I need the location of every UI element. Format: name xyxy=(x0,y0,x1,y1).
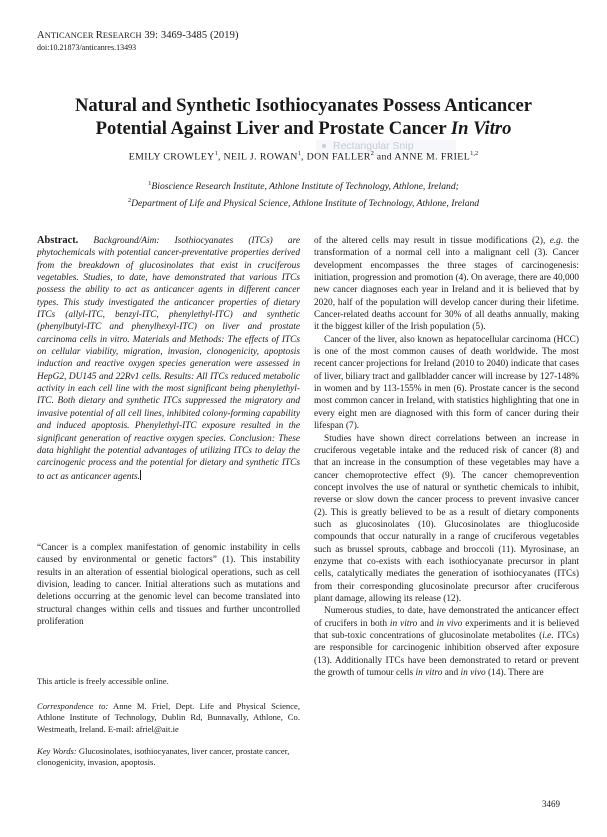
p4-part-a: Numerous studies, to date, have demonstrated the anticancer effect of crucifers in both xyxy=(314,606,579,629)
correspondence-note xyxy=(37,701,300,735)
p4-part-c: experiments and it is believed that sub-toxic concentrations of glucosinolate metabolites ( xyxy=(314,618,579,641)
author-list xyxy=(40,150,567,162)
author-1-affil: 1 xyxy=(214,150,218,157)
affiliation-1 xyxy=(40,177,567,194)
key-words-label: Key Words: xyxy=(37,746,77,756)
author-4: and ANNE M. FRIEL xyxy=(373,151,471,163)
intro-paragraph-crucifers: Studies have shown direct correlations between an increase in cruciferous vegetable intake and the reduced risk of cancer (8) and that an increase in the consumption of these vegetables may have a cancer chemoprotective effect (9). The cancer chemoprevention concept involves the use of natural or synthetic chemicals to inhibit, reverse or slow down the cancer process to prevent invasive cancer (2). This is greatly believed to be as a result of dietary components such as glucosinolates (10). Glucosinolates are thioglucoside compounds that occur naturally in a range of cruciferous vegetables such as brussel sprouts, cabbage and broccoli (11). Myrosinase, an enzyme that co-exists with each isothiocyanate precursor in plant cells, catalytically mediates the generation of isothiocyanates (ITCs) from their corresponding glucosinolate precursor after cruciferous plant damage, allowing its release (12). xyxy=(314,433,579,604)
journal-name-initial-2: R xyxy=(95,30,103,41)
author-2-affil: 1 xyxy=(297,150,301,157)
journal-citation xyxy=(37,30,239,41)
correspondence-label: Correspondence to: xyxy=(37,701,109,711)
journal-name-initial-1: A xyxy=(37,30,45,41)
intro-paragraph-1: “Cancer is a complex manifestation of genomic instability in cells caused by environmental or genetic factors” (1). This instability results in an alteration of essential biological operations, such as cell division, leading to cancer. Initial alterations such as mutations and deletions occurring at the genomic level can become translated into structural changes within cells and tissues and further uncontrolled proliferation xyxy=(37,543,300,628)
abstract xyxy=(37,235,300,483)
author-3: , DON FALLER xyxy=(300,151,371,163)
p4-in-vivo-1: in vivo xyxy=(436,618,463,629)
snip-dot-icon xyxy=(322,144,326,148)
journal-name-rest-2: ESEARCH xyxy=(102,31,142,40)
intro-paragraph-studies xyxy=(314,605,579,679)
title-line-2-italic: In Vitro xyxy=(450,118,512,139)
p4-ie: i.e. xyxy=(542,631,554,641)
affiliation-2 xyxy=(40,194,567,211)
p4-in-vitro-1: in vitro xyxy=(389,618,418,629)
p4-in-vitro-2: in vitro xyxy=(415,668,443,679)
title-line-2 xyxy=(40,117,567,140)
p1-part-b: the transformation of a normal cell into a malignant cell (3). Cancer development encompasses the three stages of carcinogenesis: initiation, progression and promotion (4). On average, there are 40,000 new cancer diagnoses each year in Ireland and it is believed that by 2020, half of the population will develop cancer during their lifetime. Cancer-related deaths account for 30% of all deaths annually, making it the biggest killer of the Irish population (5). xyxy=(314,236,579,333)
journal-volume-pages: 39: 3469-3485 (2019) xyxy=(141,30,239,41)
open-access-note: This article is freely accessible online. xyxy=(37,676,169,686)
affiliation-1-number: 1 xyxy=(148,180,152,187)
author-3-affil: 2 xyxy=(370,150,374,157)
p4-part-e: and xyxy=(442,668,461,679)
p4-part-f: (14). There are xyxy=(485,668,544,679)
abstract-text: Background/Aim: Isothiocyanates (ITCs) are phytochemicals with potential cancer-preventative properties derived from the breakdown of glucosinolates that exist in cruciferous vegetables. Studies, to date, have demonstrated that various ITCs possess the ability to act as anticancer agents in different cancer types. This study investigated the anticancer properties of dietary ITCs (allyl-ITC, benzyl-ITC, phenylethyl-ITC) and synthetic (phenylbutyl-ITC and phenylhexyl-ITC) on liver and prostate carcinoma cells in vitro. Materials and Methods: The effects of ITCs on cellular viability, migration, invasion, clonogenicity, apoptosis induction and reactive oxygen species generation were assessed in HepG2, DU145 and 22Rv1 cells. Results: All ITCs reduced metabolic activity in each cell line with the most significant being phenylethyl-ITC. Both dietary and synthetic ITCs suppressed the migratory and invasive potential of all cell lines, inhibited colony-forming capability and induced apoptosis. Phenylethyl-ITC exposure resulted in the significant generation of reactive oxygen species. Conclusion: These data highlight the potential advantages of utilizing ITCs to delay the carcinogenic process and the potential for dietary and synthetic ITCs to act as anticancer agents. xyxy=(37,236,300,482)
correspondence-text: Anne M. Friel, Dept. Life and Physical Science, Athlone Institute of Technology, Dublin Rd, Bunnavally, Athlone, Co. Westmeath, Ireland. E-mail: afriel@ait.ie xyxy=(37,701,300,734)
introduction-right xyxy=(314,235,579,679)
key-words xyxy=(37,746,300,769)
doi: doi:10.21873/anticanres.13493 xyxy=(37,43,137,52)
p4-part-d: ITCs) are responsible for carcinogenic inhibition observed after exposure (13). Additionally ITCs have been demonstrated to retard or prevent the growth of tumour cells xyxy=(314,631,580,679)
snip-overlay-label: Rectangular Snip xyxy=(333,140,414,152)
affiliations xyxy=(40,177,567,211)
intro-paragraph-continued xyxy=(314,235,579,334)
p4-part-b: and xyxy=(417,618,437,629)
affiliation-2-number: 2 xyxy=(127,197,132,205)
key-words-text: Glucosinolates, isothiocyanates, liver cancer, prostate cancer, clonogenicity, invasion, apoptosis. xyxy=(37,746,290,768)
author-4-affil: 1,2 xyxy=(470,150,479,157)
title-line-1: Natural and Synthetic Isothiocyanates Possess Anticancer xyxy=(74,95,533,116)
p1-eg: e.g. xyxy=(549,236,564,246)
author-1: EMILY CROWLEY xyxy=(128,151,215,163)
page-number: 3469 xyxy=(542,799,560,809)
title-line-2-text: Potential Against Liver and Prostate Cancer xyxy=(95,118,451,139)
affiliation-1-text: Bioscience Research Institute, Athlone Institute of Technology, Athlone, Ireland; xyxy=(151,181,459,193)
p4-in-vivo-2: in vivo xyxy=(460,668,486,679)
abstract-paragraph xyxy=(37,235,300,483)
affiliation-2-text: Department of Life and Physical Science, Athlone Institute of Technology, Athlone, Ireland xyxy=(131,198,480,210)
abstract-label: Abstract. xyxy=(37,235,79,246)
author-2: , NEIL J. ROWAN xyxy=(217,151,298,163)
text-cursor xyxy=(140,470,141,480)
p1-part-a: of the altered cells may result in tissue modifications (2), xyxy=(314,236,550,246)
journal-name-rest-1: NTICANCER xyxy=(44,31,96,40)
paper-title xyxy=(40,94,567,140)
intro-paragraph-liver: Cancer of the liver, also known as hepatocellular carcinoma (HCC) is one of the most common causes of death worldwide. The most recent cancer projections for Ireland (2010 to 2040) indicate that cases of liver, biliary tract and gallbladder cancer will increase by 127-148% in women and by 113-155% in men (6). Prostate cancer is the second most common cancer in Ireland, with statistics highlighting that one in every eight men are diagnosed with this form of cancer during their lifespan (7). xyxy=(314,334,579,432)
introduction-left xyxy=(37,542,300,628)
